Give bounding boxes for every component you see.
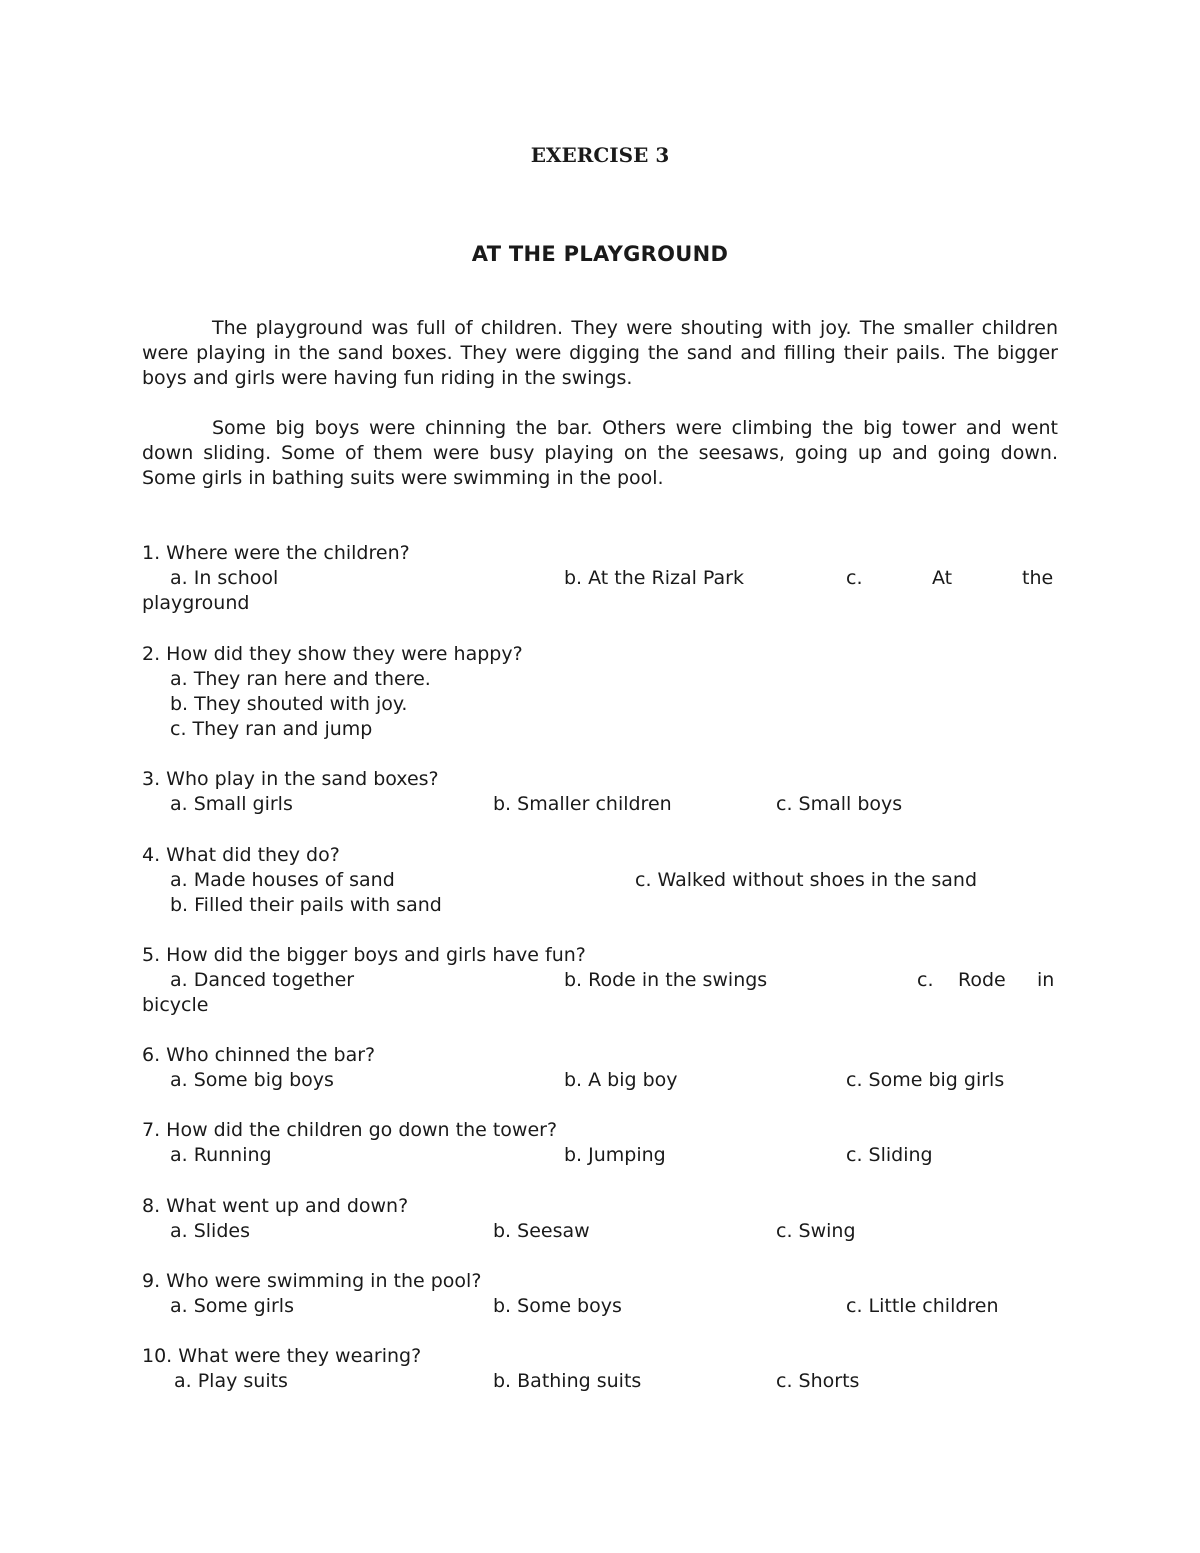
q1-option-c-wrap: playground: [142, 592, 250, 614]
paragraph-1: The playground was full of children. They were shouting with joy. The smaller children were playing in the sand boxes. They were digging the sand and filling their pails. The bigger boys and girls were having fun riding in the swings.: [142, 317, 1058, 389]
q5-option-c-part-3: in: [1037, 969, 1055, 991]
q6-option-b: b. A big boy: [564, 1069, 678, 1091]
q1-option-c-part-2: At: [932, 567, 953, 589]
q10-option-a: a. Play suits: [174, 1370, 288, 1392]
q8-option-c: c. Swing: [776, 1220, 856, 1242]
q6-option-c: c. Some big girls: [846, 1069, 1005, 1091]
question-10: 10. What were they wearing?: [142, 1345, 422, 1367]
q2-option-c: c. They ran and jump: [170, 718, 373, 740]
q3-option-b: b. Smaller children: [493, 793, 672, 815]
q8-option-a: a. Slides: [170, 1220, 250, 1242]
q3-option-c: c. Small boys: [776, 793, 903, 815]
q4-option-c: c. Walked without shoes in the sand: [635, 869, 978, 891]
q5-option-c-part-1: c.: [917, 969, 934, 991]
q9-option-b: b. Some boys: [493, 1295, 622, 1317]
q7-option-a: a. Running: [170, 1144, 272, 1166]
q1-option-b: b. At the Rizal Park: [564, 567, 744, 589]
q9-option-a: a. Some girls: [170, 1295, 294, 1317]
question-3: 3. Who play in the sand boxes?: [142, 768, 439, 790]
q3-option-a: a. Small girls: [170, 793, 293, 815]
page-title: AT THE PLAYGROUND: [471, 242, 729, 266]
q2-option-a: a. They ran here and there.: [170, 668, 431, 690]
q5-option-a: a. Danced together: [170, 969, 355, 991]
q2-option-b: b. They shouted with joy.: [170, 693, 408, 715]
question-4: 4. What did they do?: [142, 844, 340, 866]
q9-option-c: c. Little children: [846, 1295, 999, 1317]
q10-option-b: b. Bathing suits: [493, 1370, 642, 1392]
q1-option-c-part-1: c.: [846, 567, 863, 589]
q10-option-c: c. Shorts: [776, 1370, 860, 1392]
question-6: 6. Who chinned the bar?: [142, 1044, 376, 1066]
q5-option-c-part-2: Rode: [958, 969, 1006, 991]
question-1: 1. Where were the children?: [142, 542, 410, 564]
question-7: 7. How did the children go down the tower?: [142, 1119, 558, 1141]
question-5: 5. How did the bigger boys and girls have fun?: [142, 944, 586, 966]
q7-option-b: b. Jumping: [564, 1144, 666, 1166]
q4-option-b: b. Filled their pails with sand: [170, 894, 442, 916]
q1-option-a: a. In school: [170, 567, 279, 589]
q6-option-a: a. Some big boys: [170, 1069, 334, 1091]
q7-option-c: c. Sliding: [846, 1144, 933, 1166]
question-9: 9. Who were swimming in the pool?: [142, 1270, 482, 1292]
q5-option-c-wrap: bicycle: [142, 994, 209, 1016]
exercise-label: EXERCISE 3: [530, 143, 670, 167]
q4-option-a: a. Made houses of sand: [170, 869, 395, 891]
q5-option-b: b. Rode in the swings: [564, 969, 768, 991]
q1-option-c-part-3: the: [1022, 567, 1054, 589]
q8-option-b: b. Seesaw: [493, 1220, 590, 1242]
paragraph-2: Some big boys were chinning the bar. Others were climbing the big tower and went down sliding. Some of them were busy playing on the seesaws, going up and going down. Some girls in bathing suits were swimming in the pool.: [142, 417, 1058, 489]
question-8: 8. What went up and down?: [142, 1195, 409, 1217]
question-2: 2. How did they show they were happy?: [142, 643, 523, 665]
